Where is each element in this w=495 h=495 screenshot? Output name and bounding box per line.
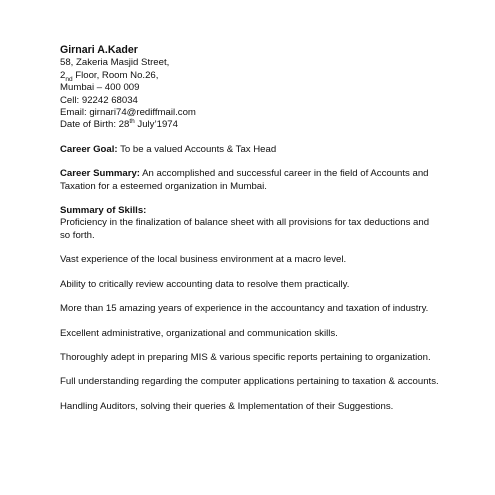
email-address: Email: girnari74@rediffmail.com	[60, 107, 196, 119]
address-line-2: $2_{nd}$ Floor, Room No.26,	[60, 69, 159, 83]
career-summary	[60, 168, 440, 193]
skill-item: Excellent administrative, organizational and communication skills.	[60, 327, 338, 339]
skill-item: Vast experience of the local business environment at a macro level.	[60, 254, 347, 266]
address-line-1: 58, Zakeria Masjid Street,	[60, 57, 170, 69]
skill-item: Ability to critically review accounting data to resolve them practically.	[60, 278, 350, 290]
skill-item: Full understanding regarding the computer applications pertaining to taxation & accounts.	[60, 376, 439, 388]
career-goal-label: Career Goal:	[60, 143, 118, 155]
cell-number: Cell: 92242 68034	[60, 94, 138, 106]
address-line-3: Mumbai – 400 009	[60, 82, 140, 94]
skill-item: Handling Auditors, solving their queries & Implementation of their Suggestions.	[60, 400, 394, 412]
contact-block	[60, 44, 440, 132]
skill-item: Proficiency in the finalization of balance sheet with all provisions for tax deductions and so forth.	[60, 217, 430, 241]
skill-item: Thoroughly adept in preparing MIS & various specific reports pertaining to organization.	[60, 351, 431, 363]
career-summary-text: An accomplished and successful career in the field of Accounts and Taxation for a esteemed organization in Mumbai.	[60, 168, 429, 192]
date-of-birth: Date of Birth: 28th July’1974	[60, 118, 178, 131]
skills-heading: Summary of Skills:	[60, 205, 147, 217]
skill-item: More than 15 amazing years of experience in the accountancy and taxation of industry.	[60, 303, 429, 315]
candidate-name: Girnari A.Kader	[60, 44, 138, 56]
career-goal	[60, 144, 440, 156]
resume-document	[60, 44, 440, 413]
career-goal-text: To be a valued Accounts & Tax Head	[117, 143, 277, 155]
career-summary-label: Career Summary:	[60, 168, 140, 180]
